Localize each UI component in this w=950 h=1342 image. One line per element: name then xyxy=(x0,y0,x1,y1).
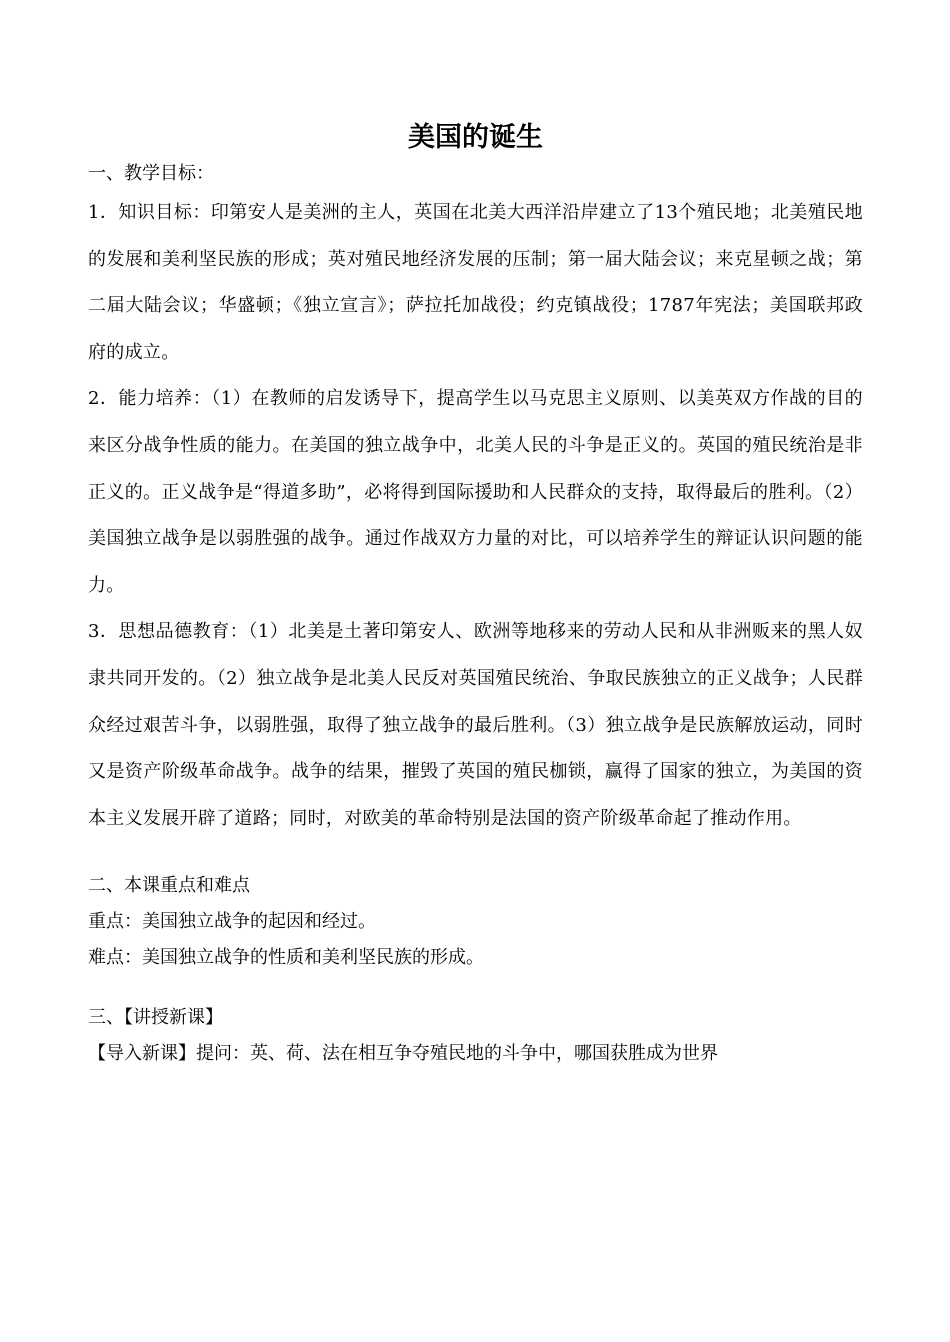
section-heading-new-lesson: 三、【讲授新课】 xyxy=(88,1007,223,1029)
spacer xyxy=(88,976,863,1000)
document-title: 美国的诞生 xyxy=(408,122,543,153)
section-heading-objectives: 一、教学目标： xyxy=(88,163,214,184)
difficult-point: 难点：美国独立战争的性质和美利坚民族的形成。 xyxy=(88,947,484,969)
objective-moral-education: 3．思想品德教育：（1）北美是土著印第安人、欧洲等地移来的劳动人民和从非洲贩来的黑人奴隶共同开发的。（2）独立战争是北美人民反对英国殖民统治、争取民族独立的正义战争；人民群众经过艰苦斗争，以弱胜强，取得了独立战争的最后胜利。（3）独立战争是民族解放运动，同时又是资产阶级革命战争。战争的结果，摧毁了英国的殖民枷锁，赢得了国家的独立，为美国的资本主义发展开辟了道路；同时，对欧美的革命特别是法国的资产阶级革命起了推动作用。 xyxy=(88,621,863,829)
lesson-intro: 【导入新课】提问：英、荷、法在相互争夺殖民地的斗争中，哪国获胜成为世界 xyxy=(88,1043,718,1065)
objective-ability: 2．能力培养：（1）在教师的启发诱导下，提高学生以马克思主义原则、以美英双方作战的目的来区分战争性质的能力。在美国的独立战争中，北美人民的斗争是正义的。英国的殖民统治是非正义的。正义战争是“得道多助”，必将得到国际援助和人民群众的支持，取得最后的胜利。（2）美国独立战争是以弱胜强的战争。通过作战双方力量的对比，可以培养学生的辩证认识问题的能力。 xyxy=(88,388,863,596)
document-page xyxy=(88,118,863,1072)
key-point: 重点：美国独立战争的起因和经过。 xyxy=(88,911,376,933)
spacer xyxy=(88,842,863,868)
section-heading-key-points: 二、本课重点和难点 xyxy=(88,875,250,897)
objective-knowledge: 1．知识目标：印第安人是美洲的主人，英国在北美大西洋沿岸建立了13个殖民地；北美殖民地的发展和美利坚民族的形成；英对殖民地经济发展的压制；第一届大陆会议；来克星顿之战；第二届大陆会议；华盛顿；《独立宣言》；萨拉托加战役；约克镇战役；1787年宪法；美国联邦政府的成立。 xyxy=(88,202,863,363)
